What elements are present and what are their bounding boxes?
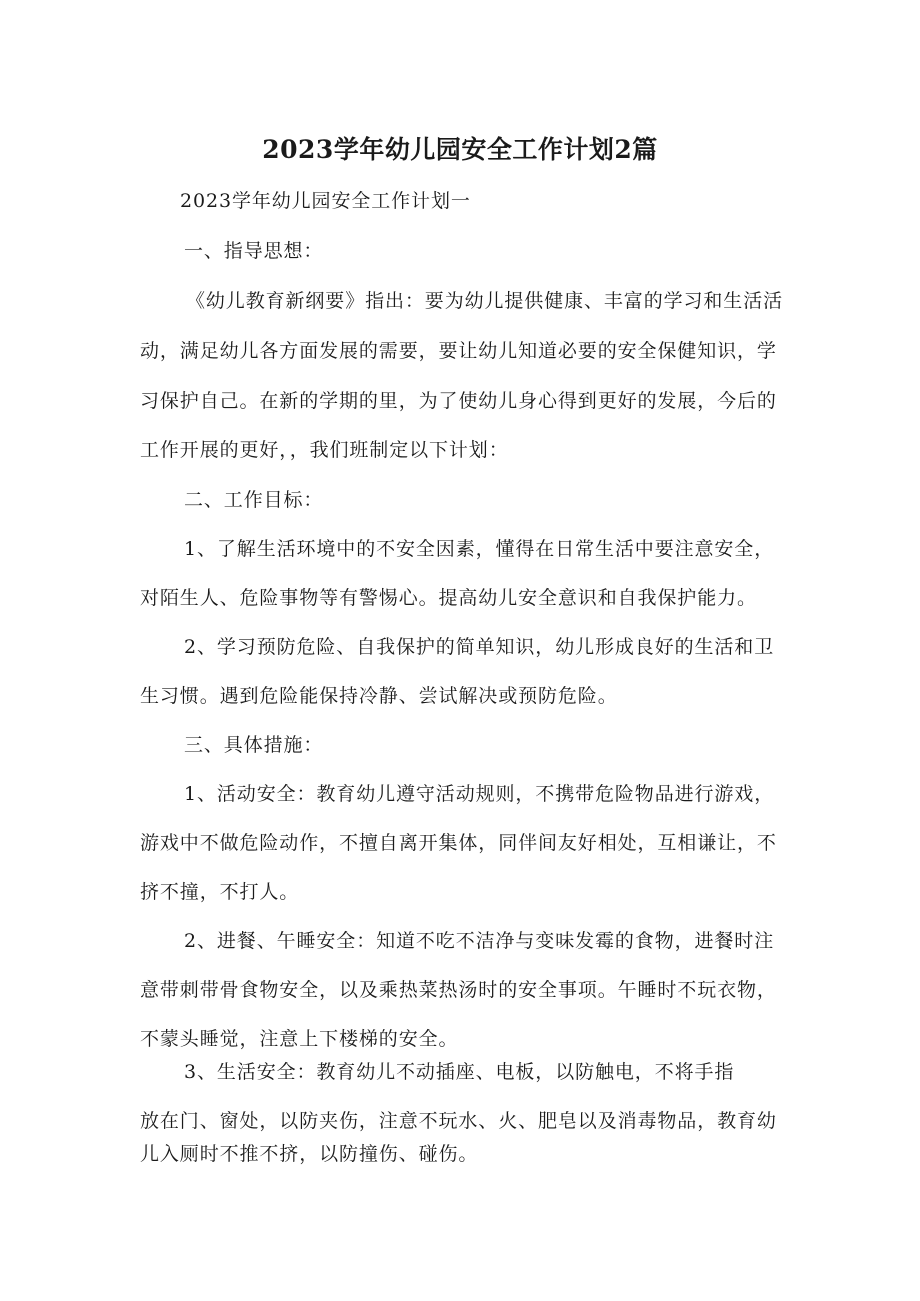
paragraph-line: 2、进餐、午睡安全：知道不吃不洁净与变味发霉的食物，进餐时注	[184, 930, 775, 952]
section-subtitle: 2023学年幼儿园安全工作计划一	[180, 190, 471, 212]
paragraph-line: 不蒙头睡觉，注意上下楼梯的安全。	[140, 1028, 459, 1050]
paragraph-line: 意带刺带骨食物安全，以及乘热菜热汤时的安全事项。午睡时不玩衣物，	[140, 979, 777, 1001]
paragraph-line: 游戏中不做危险动作，不擅自离开集体，同伴间友好相处，互相谦让，不	[140, 832, 777, 854]
paragraph-line: 儿入厕时不推不挤，以防撞伤、碰伤。	[140, 1143, 479, 1165]
paragraph-line: 生习惯。遇到危险能保持冷静、尝试解决或预防危险。	[140, 685, 618, 707]
paragraph-line: 习保护自己。在新的学期的里，为了使幼儿身心得到更好的发展，今后的	[140, 390, 777, 412]
paragraph-line: 对陌生人、危险事物等有警惕心。提高幼儿安全意识和自我保护能力。	[140, 587, 757, 609]
paragraph-line: 1、活动安全：教育幼儿遵守活动规则，不携带危险物品进行游戏，	[184, 783, 775, 805]
paragraph-line: 2、学习预防危险、自我保护的简单知识，幼儿形成良好的生活和卫	[184, 636, 775, 658]
heading-work-goals: 二、工作目标：	[184, 489, 324, 511]
document-title: 2023学年幼儿园安全工作计划2篇	[262, 135, 658, 164]
heading-guiding-ideology: 一、指导思想：	[184, 240, 324, 262]
paragraph-line: 放在门、窗处，以防夹伤，注意不玩水、火、肥皂以及消毒物品，教育幼	[140, 1110, 777, 1132]
paragraph-line: 《幼儿教育新纲要》指出：要为幼儿提供健康、丰富的学习和生活活	[186, 290, 784, 312]
paragraph-line: 动，满足幼儿各方面发展的需要，要让幼儿知道必要的安全保健知识，学	[140, 340, 777, 362]
paragraph-line: 1、了解生活环境中的不安全因素，懂得在日常生活中要注意安全，	[184, 538, 775, 560]
heading-measures: 三、具体措施：	[184, 734, 324, 756]
paragraph-line: 工作开展的更好，，我们班制定以下计划：	[140, 439, 509, 461]
paragraph-line: 3、生活安全：教育幼儿不动插座、电板，以防触电，不将手指	[184, 1061, 735, 1083]
paragraph-line: 挤不撞，不打人。	[140, 881, 300, 903]
